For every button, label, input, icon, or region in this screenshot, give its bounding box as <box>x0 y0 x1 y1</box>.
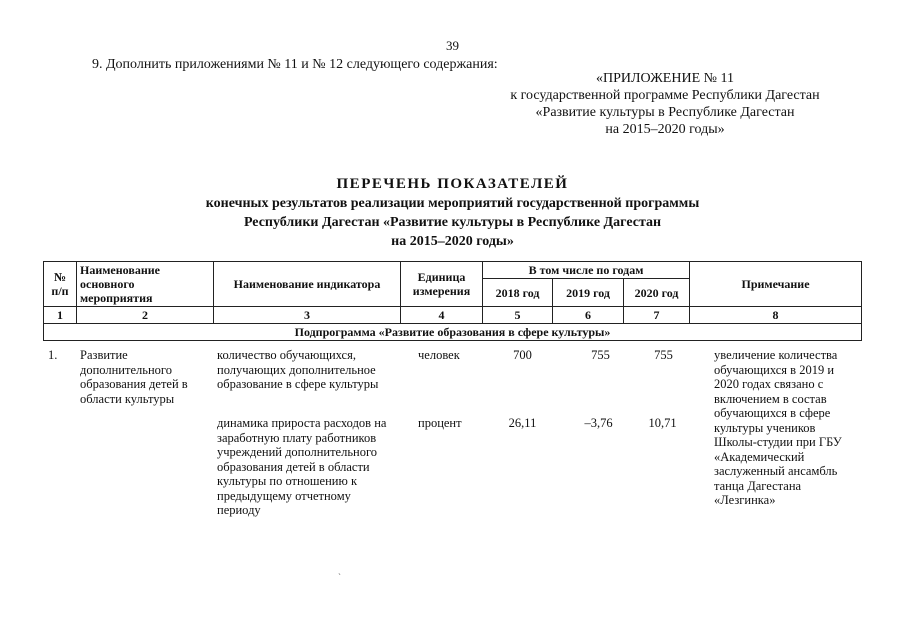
header-year-2020: 2020 год <box>624 279 690 307</box>
column-number: 4 <box>401 307 483 324</box>
indicator-1-unit: человек <box>418 348 460 362</box>
row-number: 1. <box>48 348 58 362</box>
subprogram-row <box>44 324 862 341</box>
header-year-2019: 2019 год <box>553 279 624 307</box>
title-line-4: на 2015–2020 годы» <box>391 234 514 249</box>
indicator-1-value-2019: 755 <box>591 348 610 362</box>
column-number: 8 <box>690 307 862 324</box>
appendix-line-1: «ПРИЛОЖЕНИЕ № 11 <box>596 71 734 86</box>
appendix-heading <box>500 70 830 138</box>
appendix-line-4: на 2015–2020 годы» <box>605 122 725 137</box>
title-line-3: Республики Дагестан «Развитие культуры в Республике Дагестан <box>243 215 662 230</box>
indicator-1-value-2018: 700 <box>513 348 532 362</box>
header-event-name: Наименование основного мероприятия <box>77 262 214 307</box>
column-number: 7 <box>624 307 690 324</box>
document-title <box>0 175 905 251</box>
appendix-line-2: к государственной программе Республики Дагестан <box>510 88 820 103</box>
header-years-group: В том числе по годам <box>483 262 690 279</box>
header-indicator: Наименование индикатора <box>214 262 401 307</box>
indicator-2-unit: процент <box>418 416 462 430</box>
page-number: 39 <box>446 38 459 53</box>
indicator-1-name: количество обучающихся, получающих дополнительное образование в сфере культуры <box>217 348 379 391</box>
header-note: Примечание <box>690 262 862 307</box>
column-number: 5 <box>483 307 553 324</box>
indicator-1-value-2020: 755 <box>654 348 673 362</box>
appendix-line-3: «Развитие культуры в Республике Дагестан <box>535 105 795 120</box>
column-numbers-row <box>44 307 862 324</box>
indicator-2-value-2018: 26,11 <box>508 416 537 430</box>
indicator-2-name: динамика прироста расходов на заработную плату работников учреждений дополнительного образования детей в области культуры по отношению к предыдущему отчетному периоду <box>217 416 387 517</box>
header-unit: Единица измерения <box>401 262 483 307</box>
header-row <box>44 262 862 279</box>
note-cell: увеличение количества обучающихся в 2019 и 2020 годах связано с включением в состав обучающихся в сфере культуры учеников Школы-студии при ГБУ «Академический заслуженный ансамбль танца Дагестана «Лезгинка» <box>714 348 842 507</box>
scan-speck: ˏ <box>338 565 341 575</box>
intro-text: 9. Дополнить приложениями № 11 и № 12 следующего содержания: <box>92 57 498 72</box>
event-name-cell: Развитие дополнительного образования детей в области культуры <box>80 348 188 406</box>
indicator-2-value-2019: –3,76 <box>584 416 613 430</box>
title-line-2: конечных результатов реализации мероприятий государственной программы <box>205 196 700 211</box>
indicator-2-value-2020: 10,71 <box>648 416 677 430</box>
column-number: 1 <box>44 307 77 324</box>
header-number: № п/п <box>44 262 77 307</box>
column-number: 6 <box>553 307 624 324</box>
header-year-2018: 2018 год <box>483 279 553 307</box>
title-line-1: ПЕРЕЧЕНЬ ПОКАЗАТЕЛЕЙ <box>336 176 569 192</box>
subprogram-title: Подпрограмма «Развитие образования в сфере культуры» <box>44 324 862 341</box>
column-number: 2 <box>77 307 214 324</box>
indicators-table <box>43 261 862 341</box>
column-number: 3 <box>214 307 401 324</box>
